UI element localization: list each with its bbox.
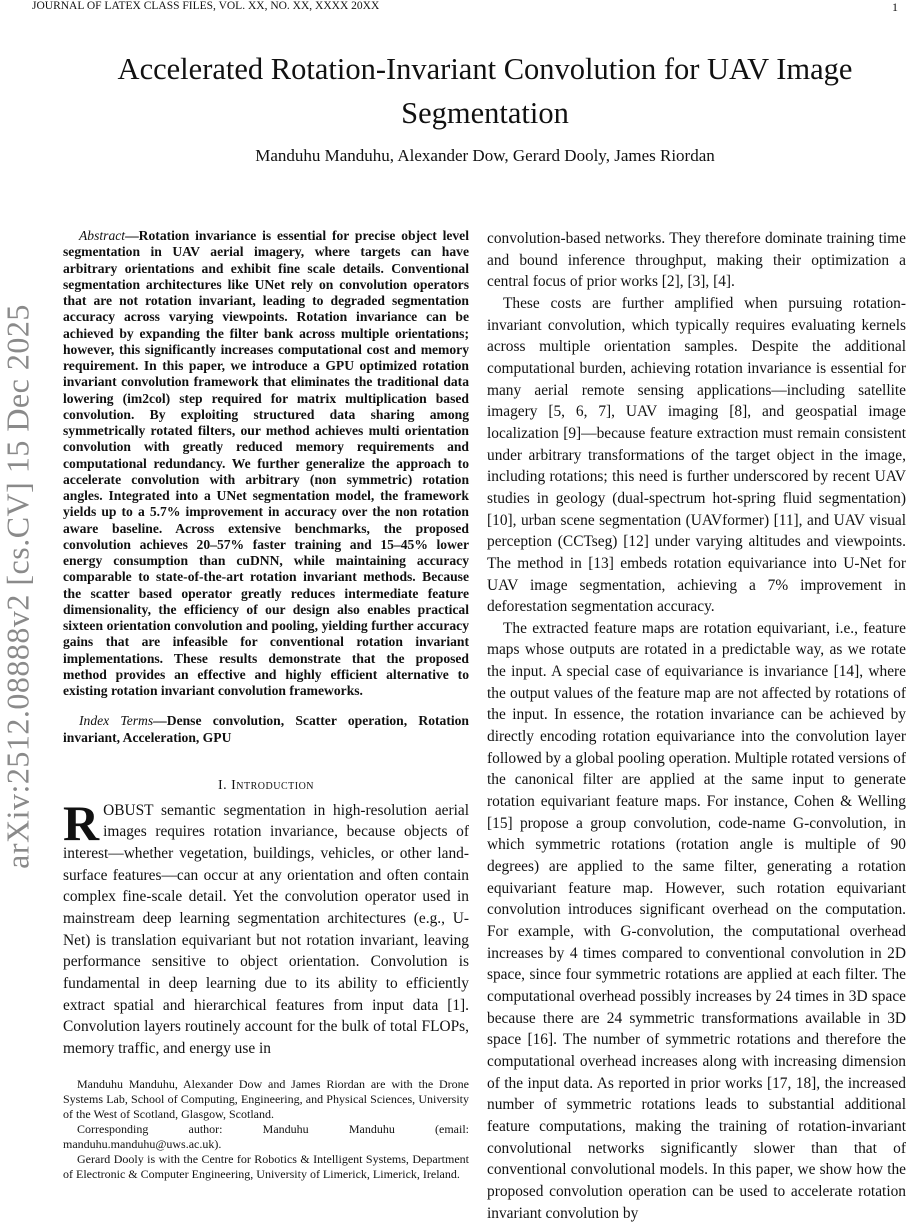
paper-title: Accelerated Rotation-Invariant Convolution for UAV Image Segmentation: [117, 52, 853, 130]
intro-paragraph-2: These costs are further amplified when pursuing rotation-invariant convolution, which typically requires evaluating kernels across multiple orientation samples. Despite the additional computational burden, achieving rotation invariance is essential for many aerial remote sensing applications—including satellite imagery [5, 6, 7], UAV imaging [8], and geospatial image localization [9]—because feature extraction must remain consistent under arbitrary transformations of the target object in the image, including rotations; this need is further underscored by recent UAV studies in geology (dual-spectrum hot-spring fluid segmentation) [10], urban scene segmentation (UAVformer) [11], and UAV visual perception (CCTseg) [12] under varying altitudes and viewpoints. The method in [13] embeds rotation equivariance into U-Net for UAV image segmentation, achieving a 7% improvement in deforestation segmentation accuracy.: [487, 294, 906, 616]
abstract: [63, 228, 469, 699]
abstract-text: —Rotation invariance is essential for precise object level segmentation in UAV aerial imagery, where targets can have arbitrary orientations and exhibit fine scale details. Conventional segmentation architectures like UNet rely on convolution operators that are not rotation invariant, leading to degraded segmentation accuracy across varying viewpoints. Rotation invariance can be achieved by expanding the filter bank across multiple orientations; however, this significantly increases computational cost and memory requirement. In this paper, we introduce a GPU optimized rotation invariant convolution framework that eliminates the traditional data lowering (im2col) step required for matrix multiplication based convolution. By exploiting structured data sharing among symmetrically rotated filters, our method achieves multi orientation convolution with greatly reduced memory requirements and computational redundancy. We further generalize the approach to accelerate convolution with arbitrary (non symmetric) rotation angles. Integrated into a UNet segmentation model, the framework yields up to a 5.7% improvement in accuracy over the non rotation aware baseline. Across extensive benchmarks, the proposed convolution achieves 20–57% faster training and 15–45% lower energy consumption than cuDNN, while maintaining accuracy comparable to state-of-the-art rotation invariant methods. Because the scatter based operator greatly reduces intermediate feature dimensionality, the efficiency of our design also enables practical sixteen orientation convolution and pooling, yielding further accuracy gains that are infeasible for conventional rotation invariant implementations. These results demonstrate that the proposed method provides an effective and highly efficient alternative to existing rotation invariant convolution frameworks.: [63, 228, 469, 698]
section-heading: [63, 778, 469, 794]
footnote-affiliation-1: Manduhu Manduhu, Alexander Dow and James Riordan are with the Drone Systems Lab, School of Computing, Engineering, and Physical Sciences, University of the West of Scotland, Glasgow, Scotland.: [63, 1077, 469, 1121]
footnotes: [63, 1077, 469, 1182]
index-terms: [63, 713, 469, 746]
left-column: [63, 228, 469, 1060]
first-word: OBUST: [103, 801, 154, 819]
index-terms-label: Index Terms: [79, 713, 154, 729]
section-title: Introduction: [231, 777, 315, 793]
footnote-corresponding-author: Corresponding author: Manduhu Manduhu (email: manduhu.manduhu@uws.ac.uk).: [63, 1122, 469, 1151]
intro-paragraph-3: The extracted feature maps are rotation equivariant, i.e., feature maps whose outputs are rotated in a predictable way, as we rotate the input. A special case of equivariance is invariance [14], where the output values of the feature map are not affected by rotations of the input. In essence, the rotation invariance can be achieved by directly encoding rotation equivariance into the convolution layer followed by a global pooling operation. Multiple rotated versions of the canonical filter are applied at the same input to generate rotation equivariant feature maps. For instance, Cohen & Welling [15] propose a group convolution, code-name G-convolution, in which symmetric rotations (rotation angle is multiple of 90 degrees) are applied to the same filter, generating a rotation equivariant feature map. However, such rotation equivariant convolution introduces significant overhead on the computation. For example, with G-convolution, the computational overhead increases by 4 times compared to conventional convolution in 2D space, since four symmetric rotations are applied at each filter. The computational overhead possibly increases by 24 times in 3D space because there are 24 symmetric transformations available in 3D space [16]. The number of symmetric rotations and therefore the computational overhead increases along with increasing dimension of the input data. As reported in prior works [17, 18], the increased number of symmetric rotations leads to substantial additional feature computations, making the training of rotation-invariant convolutional networks significantly slower than that of conventional convolutional models. In this paper, we show how the proposed convolution operation can be used to accelerate rotation invariant convolution by: [487, 619, 906, 1222]
intro-paragraph-1: [63, 794, 469, 1060]
footnote-affiliation-2: Gerard Dooly is with the Centre for Robotics & Intelligent Systems, Department of Electronic & Computer Engineering, University of Limerick, Limerick, Ireland.: [63, 1152, 469, 1181]
drop-cap: R: [63, 794, 100, 851]
abstract-label: Abstract: [79, 228, 126, 243]
intro-p1-text: semantic segmentation in high-resolution aerial images requires rotation invariance, because objects of interest—whether vegetation, buildings, vehicles, or other land-surface features—can occur at any orientation and often contain complex fine-scale detail. Yet the convolution operator used in mainstream deep learning segmentation architectures (e.g., U-Net) is translation equivariant but not rotation invariant, leaving performance sensitive to object orientation. Convolution is fundamental in deep learning due to its ability to efficiently extract spatial and hierarchical features from input data [1]. Convolution layers routinely account for the bulk of total FLOPs, memory traffic, and energy use in: [63, 801, 469, 1057]
intro-paragraph-1-continued: convolution-based networks. They therefore dominate training time and bound inference throughput, making their optimization a central focus of prior works [2], [3], [4].: [487, 230, 906, 291]
right-column: [487, 228, 906, 1224]
author-list: Manduhu Manduhu, Alexander Dow, Gerard Dooly, James Riordan: [255, 146, 715, 165]
arxiv-identifier[interactable]: arXiv:2512.08888v2 [cs.CV] 15 Dec 2025: [0, 304, 36, 869]
page-number: 1: [892, 0, 898, 14]
running-header: JOURNAL OF LATEX CLASS FILES, VOL. XX, NO. XX, XXXX 20XX: [32, 0, 380, 12]
section-number: I.: [217, 777, 228, 793]
index-terms-text: —Dense convolution, Scatter operation, Rotation invariant, Acceleration, GPU: [63, 713, 469, 745]
